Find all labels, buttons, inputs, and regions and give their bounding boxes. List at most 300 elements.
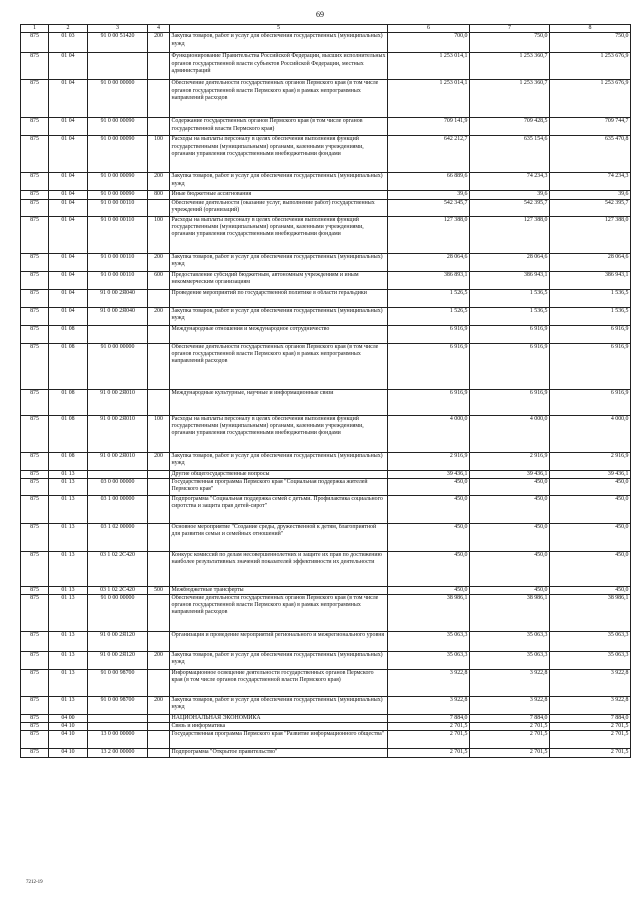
amount-year1-cell: 709 141,9 bbox=[388, 118, 470, 136]
amount-year3-cell: 450,0 bbox=[550, 495, 631, 523]
table-row bbox=[21, 289, 631, 307]
target-article-cell: 91 0 00 00000 bbox=[88, 80, 148, 118]
ministry-code-cell: 875 bbox=[21, 389, 49, 415]
description-cell: Подпрограмма "Социальная поддержка семей с детьми. Профилактика социального сиротства и защита прав детей-сирот" bbox=[170, 495, 388, 523]
table-row bbox=[21, 325, 631, 343]
amount-year1-cell: 7 884,0 bbox=[388, 714, 470, 722]
section-code-cell: 01 03 bbox=[49, 33, 88, 53]
section-code-cell: 01 13 bbox=[49, 551, 88, 586]
ministry-code-cell: 875 bbox=[21, 478, 49, 495]
table-row bbox=[21, 307, 631, 325]
description-cell: НАЦИОНАЛЬНАЯ ЭКОНОМИКА bbox=[170, 714, 388, 722]
amount-year1-cell: 450,0 bbox=[388, 551, 470, 586]
amount-year1-cell: 450,0 bbox=[388, 523, 470, 551]
section-code-cell: 01 04 bbox=[49, 173, 88, 191]
footer-code: 7212-19 bbox=[26, 880, 43, 885]
expense-type-cell: 100 bbox=[148, 415, 170, 452]
description-cell: Закупка товаров, работ и услуг для обеспечения государственных (муниципальных) нужд bbox=[170, 307, 388, 325]
amount-year3-cell: 39 436,1 bbox=[550, 470, 631, 478]
amount-year2-cell: 2 701,5 bbox=[470, 749, 550, 758]
expense-type-cell bbox=[148, 631, 170, 651]
amount-year3-cell: 3 922,8 bbox=[550, 669, 631, 696]
section-code-cell: 01 04 bbox=[49, 289, 88, 307]
ministry-code-cell: 875 bbox=[21, 271, 49, 289]
amount-year3-cell: 386 943,1 bbox=[550, 271, 631, 289]
amount-year2-cell: 39,6 bbox=[470, 191, 550, 199]
section-code-cell: 01 08 bbox=[49, 343, 88, 389]
amount-year2-cell: 35 063,3 bbox=[470, 651, 550, 669]
expense-type-cell: 200 bbox=[148, 696, 170, 714]
description-cell: Закупка товаров, работ и услуг для обеспечения государственных (муниципальных) нужд bbox=[170, 33, 388, 53]
section-code-cell: 01 13 bbox=[49, 669, 88, 696]
description-cell: Международные отношения и международное сотрудничество bbox=[170, 325, 388, 343]
amount-year1-cell: 700,0 bbox=[388, 33, 470, 53]
amount-year3-cell: 1 536,5 bbox=[550, 307, 631, 325]
amount-year2-cell: 6 916,9 bbox=[470, 343, 550, 389]
target-article-cell bbox=[88, 325, 148, 343]
target-article-cell: 91 0 00 00110 bbox=[88, 199, 148, 216]
budget-table-body bbox=[21, 33, 631, 758]
amount-year2-cell: 3 922,8 bbox=[470, 696, 550, 714]
amount-year2-cell: 2 701,5 bbox=[470, 723, 550, 731]
target-article-cell: 03 1 02 2С420 bbox=[88, 551, 148, 586]
amount-year1-cell: 127 388,0 bbox=[388, 216, 470, 253]
amount-year1-cell: 38 986,1 bbox=[388, 594, 470, 631]
table-row bbox=[21, 118, 631, 136]
column-number-row bbox=[21, 25, 631, 33]
section-code-cell: 01 04 bbox=[49, 53, 88, 80]
table-row bbox=[21, 389, 631, 415]
amount-year2-cell: 6 916,9 bbox=[470, 389, 550, 415]
amount-year1-cell: 2 701,5 bbox=[388, 723, 470, 731]
table-row bbox=[21, 53, 631, 80]
target-article-cell: 91 0 00 00000 bbox=[88, 343, 148, 389]
amount-year2-cell: 450,0 bbox=[470, 586, 550, 594]
section-code-cell: 01 04 bbox=[49, 199, 88, 216]
description-cell: Связь и информатика bbox=[170, 723, 388, 731]
target-article-cell: 91 0 00 2Я040 bbox=[88, 289, 148, 307]
target-article-cell: 91 0 00 00000 bbox=[88, 594, 148, 631]
expense-type-cell bbox=[148, 199, 170, 216]
column-header: 5 bbox=[170, 25, 388, 33]
target-article-cell bbox=[88, 53, 148, 80]
ministry-code-cell: 875 bbox=[21, 80, 49, 118]
column-header: 3 bbox=[88, 25, 148, 33]
table-row bbox=[21, 495, 631, 523]
amount-year3-cell: 7 884,0 bbox=[550, 714, 631, 722]
target-article-cell: 91 0 00 00090 bbox=[88, 191, 148, 199]
target-article-cell bbox=[88, 714, 148, 722]
amount-year2-cell: 28 064,6 bbox=[470, 253, 550, 271]
section-code-cell: 04 10 bbox=[49, 731, 88, 749]
amount-year1-cell: 28 064,6 bbox=[388, 253, 470, 271]
table-row bbox=[21, 749, 631, 758]
amount-year3-cell: 1 253 676,9 bbox=[550, 80, 631, 118]
amount-year2-cell: 450,0 bbox=[470, 551, 550, 586]
table-row bbox=[21, 415, 631, 452]
section-code-cell: 01 04 bbox=[49, 216, 88, 253]
ministry-code-cell: 875 bbox=[21, 289, 49, 307]
description-cell: Обеспечение деятельности государственных органов Пермского края (в том числе органов государственной власти Пермского края) в рамках непрограммных направлений расходов bbox=[170, 80, 388, 118]
table-row bbox=[21, 631, 631, 651]
ministry-code-cell: 875 bbox=[21, 651, 49, 669]
amount-year3-cell: 6 916,9 bbox=[550, 343, 631, 389]
expense-type-cell: 600 bbox=[148, 271, 170, 289]
ministry-code-cell: 875 bbox=[21, 714, 49, 722]
ministry-code-cell: 875 bbox=[21, 173, 49, 191]
amount-year3-cell: 35 063,3 bbox=[550, 631, 631, 651]
table-row bbox=[21, 216, 631, 253]
table-row bbox=[21, 478, 631, 495]
description-cell: Обеспечение деятельности государственных органов Пермского края (в том числе органов государственной власти Пермского края) в рамках непрограммных направлений расходов bbox=[170, 343, 388, 389]
table-row bbox=[21, 173, 631, 191]
amount-year1-cell: 4 000,0 bbox=[388, 415, 470, 452]
table-row bbox=[21, 343, 631, 389]
expense-type-cell bbox=[148, 594, 170, 631]
section-code-cell: 01 04 bbox=[49, 307, 88, 325]
expense-type-cell bbox=[148, 470, 170, 478]
target-article-cell: 91 0 00 2Я010 bbox=[88, 415, 148, 452]
ministry-code-cell: 875 bbox=[21, 551, 49, 586]
amount-year1-cell: 35 063,3 bbox=[388, 631, 470, 651]
description-cell: Закупка товаров, работ и услуг для обеспечения государственных (муниципальных) нужд bbox=[170, 696, 388, 714]
amount-year2-cell: 1 536,5 bbox=[470, 289, 550, 307]
expense-type-cell bbox=[148, 325, 170, 343]
ministry-code-cell: 875 bbox=[21, 53, 49, 80]
section-code-cell: 01 13 bbox=[49, 470, 88, 478]
amount-year3-cell: 450,0 bbox=[550, 586, 631, 594]
table-row bbox=[21, 714, 631, 722]
description-cell: Расходы на выплаты персоналу в целях обеспечения выполнения функций государственными (муниципальными) органами, казенными учреждениями, органами управления государственными внебюджетными фондами bbox=[170, 216, 388, 253]
amount-year2-cell: 3 922,8 bbox=[470, 669, 550, 696]
section-code-cell: 01 13 bbox=[49, 594, 88, 631]
description-cell: Государственная программа Пермского края "Социальная поддержка жителей Пермского края" bbox=[170, 478, 388, 495]
description-cell: Расходы на выплаты персоналу в целях обеспечения выполнения функций государственными (муниципальными) органами, казенными учреждениями, органами управления государственными внебюджетными фондами bbox=[170, 136, 388, 173]
table-row bbox=[21, 253, 631, 271]
column-header: 7 bbox=[470, 25, 550, 33]
amount-year1-cell: 542 345,7 bbox=[388, 199, 470, 216]
table-row bbox=[21, 594, 631, 631]
section-code-cell: 01 13 bbox=[49, 495, 88, 523]
ministry-code-cell: 875 bbox=[21, 749, 49, 758]
ministry-code-cell: 875 bbox=[21, 594, 49, 631]
section-code-cell: 01 08 bbox=[49, 415, 88, 452]
section-code-cell: 01 13 bbox=[49, 696, 88, 714]
description-cell: Обеспечение деятельности государственных органов Пермского края (в том числе органов государственной власти Пермского края) в рамках непрограммных направлений расходов bbox=[170, 594, 388, 631]
amount-year3-cell: 635 470,8 bbox=[550, 136, 631, 173]
expense-type-cell bbox=[148, 551, 170, 586]
table-row bbox=[21, 452, 631, 470]
amount-year2-cell: 7 884,0 bbox=[470, 714, 550, 722]
amount-year3-cell: 35 063,3 bbox=[550, 651, 631, 669]
expense-type-cell bbox=[148, 731, 170, 749]
target-article-cell: 91 0 00 00090 bbox=[88, 173, 148, 191]
target-article-cell: 91 0 00 2Я120 bbox=[88, 631, 148, 651]
section-code-cell: 01 04 bbox=[49, 271, 88, 289]
amount-year1-cell: 642 212,7 bbox=[388, 136, 470, 173]
table-row bbox=[21, 80, 631, 118]
ministry-code-cell: 875 bbox=[21, 470, 49, 478]
amount-year3-cell: 28 064,6 bbox=[550, 253, 631, 271]
expense-type-cell: 200 bbox=[148, 307, 170, 325]
amount-year2-cell: 4 000,0 bbox=[470, 415, 550, 452]
ministry-code-cell: 875 bbox=[21, 631, 49, 651]
amount-year1-cell: 6 916,9 bbox=[388, 343, 470, 389]
target-article-cell: 91 0 00 51420 bbox=[88, 33, 148, 53]
section-code-cell: 01 08 bbox=[49, 389, 88, 415]
amount-year2-cell: 74 234,3 bbox=[470, 173, 550, 191]
table-row bbox=[21, 136, 631, 173]
amount-year2-cell: 1 253 360,7 bbox=[470, 80, 550, 118]
expense-type-cell: 200 bbox=[148, 651, 170, 669]
page-number: 69 bbox=[316, 10, 324, 19]
amount-year2-cell: 39 436,1 bbox=[470, 470, 550, 478]
expense-type-cell bbox=[148, 723, 170, 731]
expense-type-cell bbox=[148, 523, 170, 551]
expense-type-cell bbox=[148, 478, 170, 495]
amount-year2-cell: 2 916,9 bbox=[470, 452, 550, 470]
amount-year1-cell: 39,6 bbox=[388, 191, 470, 199]
section-code-cell: 01 04 bbox=[49, 191, 88, 199]
ministry-code-cell: 875 bbox=[21, 452, 49, 470]
description-cell: Государственная программа Пермского края "Развитие информационного общества" bbox=[170, 731, 388, 749]
target-article-cell: 91 0 00 00090 bbox=[88, 136, 148, 173]
ministry-code-cell: 875 bbox=[21, 307, 49, 325]
amount-year2-cell: 542 395,7 bbox=[470, 199, 550, 216]
amount-year1-cell: 3 922,8 bbox=[388, 696, 470, 714]
amount-year3-cell: 1 253 676,9 bbox=[550, 53, 631, 80]
amount-year2-cell: 35 063,3 bbox=[470, 631, 550, 651]
amount-year2-cell: 386 943,1 bbox=[470, 271, 550, 289]
table-row bbox=[21, 470, 631, 478]
description-cell: Проведение мероприятий по государственной политике в области геральдики bbox=[170, 289, 388, 307]
target-article-cell: 03 0 00 00000 bbox=[88, 478, 148, 495]
ministry-code-cell: 875 bbox=[21, 325, 49, 343]
target-article-cell: 91 0 00 98700 bbox=[88, 669, 148, 696]
amount-year1-cell: 6 916,9 bbox=[388, 325, 470, 343]
table-row bbox=[21, 731, 631, 749]
target-article-cell bbox=[88, 470, 148, 478]
description-cell: Организация и проведение мероприятий регионального и межрегионального уровня bbox=[170, 631, 388, 651]
target-article-cell: 91 0 00 2Я120 bbox=[88, 651, 148, 669]
expense-type-cell bbox=[148, 495, 170, 523]
section-code-cell: 01 04 bbox=[49, 80, 88, 118]
amount-year1-cell: 450,0 bbox=[388, 495, 470, 523]
description-cell: Закупка товаров, работ и услуг для обеспечения государственных (муниципальных) нужд bbox=[170, 173, 388, 191]
ministry-code-cell: 875 bbox=[21, 136, 49, 173]
target-article-cell: 03 1 00 00000 bbox=[88, 495, 148, 523]
description-cell: Подпрограмма "Открытое правительство" bbox=[170, 749, 388, 758]
amount-year1-cell: 66 889,6 bbox=[388, 173, 470, 191]
ministry-code-cell: 875 bbox=[21, 586, 49, 594]
amount-year3-cell: 74 234,3 bbox=[550, 173, 631, 191]
amount-year1-cell: 1 253 014,1 bbox=[388, 53, 470, 80]
table-row bbox=[21, 191, 631, 199]
target-article-cell: 03 1 02 2С420 bbox=[88, 586, 148, 594]
description-cell: Закупка товаров, работ и услуг для обеспечения государственных (муниципальных) нужд bbox=[170, 452, 388, 470]
amount-year3-cell: 450,0 bbox=[550, 523, 631, 551]
section-code-cell: 04 10 bbox=[49, 723, 88, 731]
table-row bbox=[21, 33, 631, 53]
ministry-code-cell: 875 bbox=[21, 495, 49, 523]
target-article-cell: 13 2 00 00000 bbox=[88, 749, 148, 758]
target-article-cell: 91 0 00 00110 bbox=[88, 253, 148, 271]
expense-type-cell bbox=[148, 714, 170, 722]
column-header: 8 bbox=[550, 25, 631, 33]
section-code-cell: 04 00 bbox=[49, 714, 88, 722]
ministry-code-cell: 875 bbox=[21, 191, 49, 199]
ministry-code-cell: 875 bbox=[21, 343, 49, 389]
expense-type-cell bbox=[148, 118, 170, 136]
expense-type-cell: 800 bbox=[148, 191, 170, 199]
expense-type-cell bbox=[148, 389, 170, 415]
table-row bbox=[21, 271, 631, 289]
table-row bbox=[21, 651, 631, 669]
expense-type-cell: 200 bbox=[148, 173, 170, 191]
target-article-cell: 03 1 02 00000 bbox=[88, 523, 148, 551]
amount-year2-cell: 1 536,5 bbox=[470, 307, 550, 325]
amount-year3-cell: 6 916,9 bbox=[550, 325, 631, 343]
expense-type-cell: 100 bbox=[148, 216, 170, 253]
amount-year2-cell: 450,0 bbox=[470, 523, 550, 551]
description-cell: Межбюджетные трансферты bbox=[170, 586, 388, 594]
amount-year3-cell: 127 388,0 bbox=[550, 216, 631, 253]
section-code-cell: 01 13 bbox=[49, 478, 88, 495]
ministry-code-cell: 875 bbox=[21, 523, 49, 551]
section-code-cell: 01 13 bbox=[49, 651, 88, 669]
amount-year2-cell: 450,0 bbox=[470, 495, 550, 523]
column-header: 1 bbox=[21, 25, 49, 33]
amount-year3-cell: 1 536,5 bbox=[550, 289, 631, 307]
amount-year2-cell: 450,0 bbox=[470, 478, 550, 495]
section-code-cell: 01 08 bbox=[49, 452, 88, 470]
description-cell: Иные бюджетные ассигнования bbox=[170, 191, 388, 199]
expense-type-cell bbox=[148, 749, 170, 758]
description-cell: Закупка товаров, работ и услуг для обеспечения государственных (муниципальных) нужд bbox=[170, 651, 388, 669]
ministry-code-cell: 875 bbox=[21, 415, 49, 452]
description-cell: Другие общегосударственные вопросы bbox=[170, 470, 388, 478]
expense-type-cell bbox=[148, 289, 170, 307]
amount-year2-cell: 709 428,5 bbox=[470, 118, 550, 136]
column-header: 4 bbox=[148, 25, 170, 33]
description-cell: Функционирование Правительства Российской Федерации, высших исполнительных органов государственной власти субъектов Российской Федерации, местных администраций bbox=[170, 53, 388, 80]
ministry-code-cell: 875 bbox=[21, 723, 49, 731]
amount-year2-cell: 635 154,6 bbox=[470, 136, 550, 173]
amount-year1-cell: 450,0 bbox=[388, 586, 470, 594]
expense-type-cell bbox=[148, 53, 170, 80]
amount-year1-cell: 386 893,1 bbox=[388, 271, 470, 289]
target-article-cell: 13 0 00 00000 bbox=[88, 731, 148, 749]
amount-year1-cell: 1 253 014,1 bbox=[388, 80, 470, 118]
description-cell: Расходы на выплаты персоналу в целях обеспечения выполнения функций государственными (муниципальными) органами, казенными учреждениями, органами управления государственными внебюджетными фондами bbox=[170, 415, 388, 452]
ministry-code-cell: 875 bbox=[21, 33, 49, 53]
expense-type-cell bbox=[148, 80, 170, 118]
description-cell: Международные культурные, научные и информационные связи bbox=[170, 389, 388, 415]
ministry-code-cell: 875 bbox=[21, 216, 49, 253]
target-article-cell: 91 0 00 00090 bbox=[88, 118, 148, 136]
expense-type-cell: 200 bbox=[148, 33, 170, 53]
table-row bbox=[21, 199, 631, 216]
section-code-cell: 04 10 bbox=[49, 749, 88, 758]
amount-year3-cell: 2 916,9 bbox=[550, 452, 631, 470]
target-article-cell bbox=[88, 723, 148, 731]
amount-year1-cell: 2 916,9 bbox=[388, 452, 470, 470]
amount-year3-cell: 38 986,1 bbox=[550, 594, 631, 631]
target-article-cell: 91 0 00 00110 bbox=[88, 216, 148, 253]
ministry-code-cell: 875 bbox=[21, 253, 49, 271]
description-cell: Закупка товаров, работ и услуг для обеспечения государственных (муниципальных) нужд bbox=[170, 253, 388, 271]
ministry-code-cell: 875 bbox=[21, 731, 49, 749]
expense-type-cell: 200 bbox=[148, 452, 170, 470]
description-cell: Конкурс комиссий по делам несовершеннолетних и защите их прав по достижению наиболее результативных значений показателей эффективности их деятельности bbox=[170, 551, 388, 586]
expense-type-cell bbox=[148, 669, 170, 696]
amount-year2-cell: 127 388,0 bbox=[470, 216, 550, 253]
description-cell: Основное мероприятие "Создание среды, дружественной к детям, благоприятной для развития семьи и семейных отношений" bbox=[170, 523, 388, 551]
description-cell: Содержание государственных органов Пермского края (в том числе органов государственной власти Пермского края) bbox=[170, 118, 388, 136]
amount-year3-cell: 3 922,8 bbox=[550, 696, 631, 714]
section-code-cell: 01 13 bbox=[49, 586, 88, 594]
amount-year1-cell: 35 063,3 bbox=[388, 651, 470, 669]
budget-table bbox=[20, 24, 631, 758]
table-row bbox=[21, 523, 631, 551]
ministry-code-cell: 875 bbox=[21, 118, 49, 136]
amount-year1-cell: 2 701,5 bbox=[388, 731, 470, 749]
target-article-cell: 91 0 00 2Я040 bbox=[88, 307, 148, 325]
amount-year3-cell: 6 916,9 bbox=[550, 389, 631, 415]
amount-year3-cell: 2 701,5 bbox=[550, 731, 631, 749]
table-row bbox=[21, 586, 631, 594]
section-code-cell: 01 04 bbox=[49, 118, 88, 136]
amount-year3-cell: 709 744,7 bbox=[550, 118, 631, 136]
description-cell: Информационное освещение деятельности государственных органов Пермского края (в том числе органов государственной власти Пермского края) bbox=[170, 669, 388, 696]
amount-year3-cell: 4 000,0 bbox=[550, 415, 631, 452]
target-article-cell: 91 0 00 2Я010 bbox=[88, 452, 148, 470]
amount-year3-cell: 2 701,5 bbox=[550, 749, 631, 758]
table-row bbox=[21, 723, 631, 731]
amount-year3-cell: 750,0 bbox=[550, 33, 631, 53]
column-header: 2 bbox=[49, 25, 88, 33]
ministry-code-cell: 875 bbox=[21, 696, 49, 714]
expense-type-cell: 500 bbox=[148, 586, 170, 594]
expense-type-cell: 200 bbox=[148, 253, 170, 271]
expense-type-cell: 100 bbox=[148, 136, 170, 173]
amount-year2-cell: 38 986,1 bbox=[470, 594, 550, 631]
ministry-code-cell: 875 bbox=[21, 199, 49, 216]
section-code-cell: 01 08 bbox=[49, 325, 88, 343]
amount-year3-cell: 450,0 bbox=[550, 478, 631, 495]
amount-year1-cell: 2 701,5 bbox=[388, 749, 470, 758]
table-row bbox=[21, 551, 631, 586]
target-article-cell: 91 0 00 00110 bbox=[88, 271, 148, 289]
description-cell: Обеспечение деятельности (оказание услуг, выполнение работ) государственных учреждений (организаций) bbox=[170, 199, 388, 216]
amount-year3-cell: 450,0 bbox=[550, 551, 631, 586]
table-row bbox=[21, 669, 631, 696]
amount-year1-cell: 1 526,5 bbox=[388, 307, 470, 325]
expense-type-cell bbox=[148, 343, 170, 389]
amount-year1-cell: 450,0 bbox=[388, 478, 470, 495]
amount-year1-cell: 39 436,1 bbox=[388, 470, 470, 478]
section-code-cell: 01 13 bbox=[49, 523, 88, 551]
description-cell: Предоставление субсидий бюджетным, автономным учреждениям и иным некоммерческим организациям bbox=[170, 271, 388, 289]
section-code-cell: 01 13 bbox=[49, 631, 88, 651]
section-code-cell: 01 04 bbox=[49, 136, 88, 173]
section-code-cell: 01 04 bbox=[49, 253, 88, 271]
amount-year3-cell: 2 701,5 bbox=[550, 723, 631, 731]
target-article-cell: 91 0 00 2Я010 bbox=[88, 389, 148, 415]
amount-year2-cell: 2 701,5 bbox=[470, 731, 550, 749]
amount-year3-cell: 542 395,7 bbox=[550, 199, 631, 216]
amount-year1-cell: 3 922,8 bbox=[388, 669, 470, 696]
